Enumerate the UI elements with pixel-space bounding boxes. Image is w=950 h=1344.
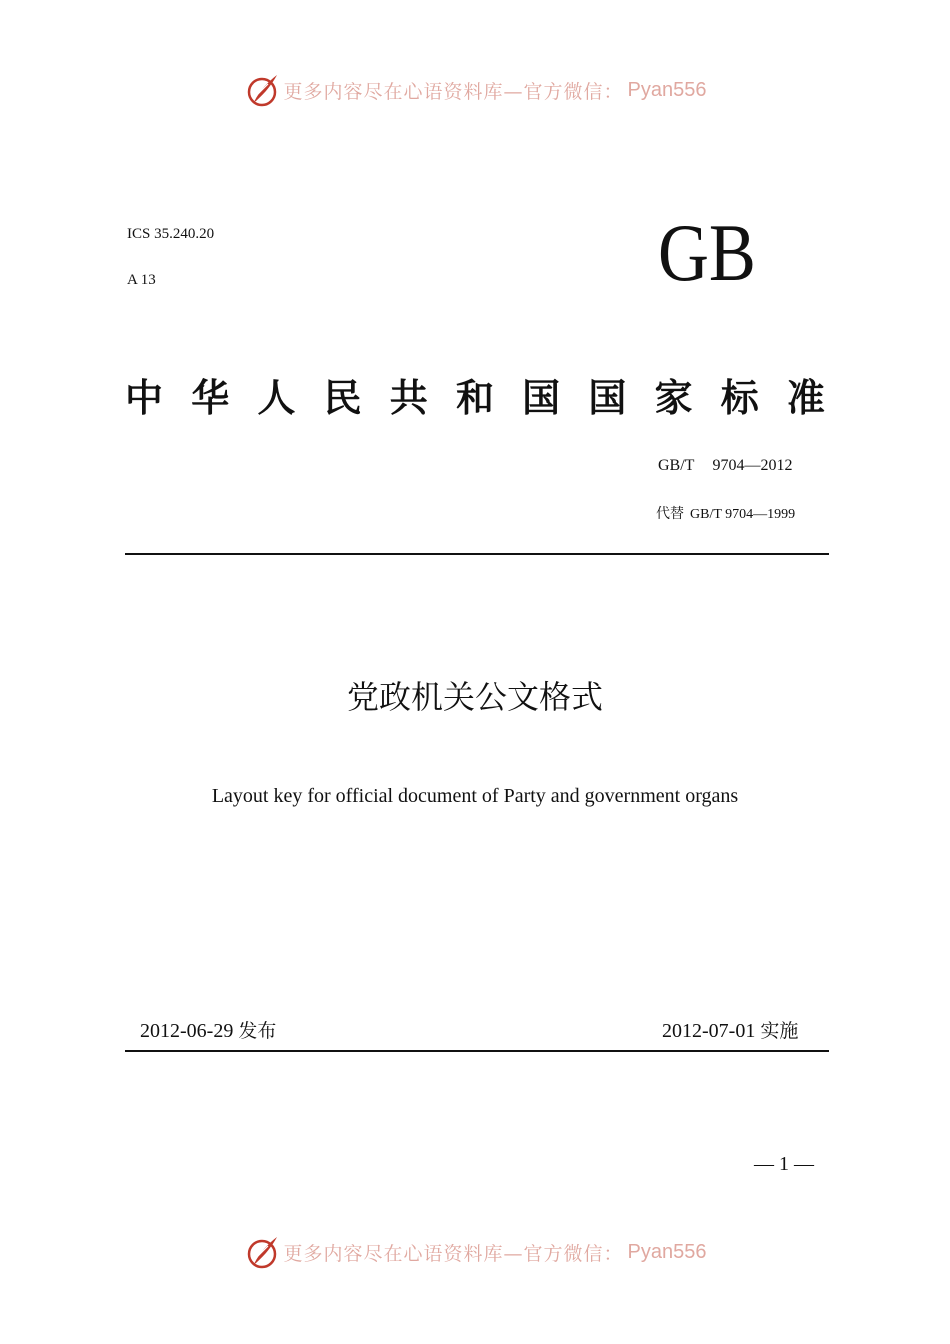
standard-prefix: GB/T (658, 457, 695, 474)
classification-code: A 13 (127, 272, 156, 288)
title-char: 共 (389, 376, 428, 420)
bottom-divider (125, 1050, 829, 1052)
title-char: 准 (786, 376, 825, 420)
replaces-label: 代替 (656, 506, 684, 522)
title-char: 民 (323, 376, 362, 420)
impl-date-value: 2012-07-01 (662, 1020, 756, 1042)
impl-label: 实施 (760, 1020, 799, 1042)
watermark-bottom (0, 1234, 950, 1270)
document-title: 党政机关公文格式 (346, 678, 603, 716)
issue-date-value: 2012-06-29 (140, 1020, 234, 1042)
title-char: 家 (654, 376, 693, 420)
standard-category-title (125, 378, 825, 420)
standard-number-value: 9704—2012 (712, 457, 793, 474)
standard-number (658, 457, 792, 475)
watermark-text: 更多内容尽在心语资料库—官方微信： (283, 80, 624, 103)
title-char: 国 (588, 376, 627, 420)
issue-date (140, 1016, 276, 1043)
watermark-text: 更多内容尽在心语资料库—官方微信： (283, 1242, 624, 1265)
replaces-line (656, 503, 795, 523)
gb-mark: GB (658, 207, 756, 298)
watermark-id: Pyan556 (627, 78, 707, 101)
top-divider (125, 553, 829, 555)
replaces-number: GB/T 9704—1999 (690, 507, 796, 522)
title-char: 华 (191, 376, 230, 420)
feather-logo-icon (244, 1234, 280, 1270)
feather-logo-icon (244, 72, 280, 108)
title-char: 中 (125, 376, 164, 420)
implementation-date (662, 1016, 798, 1043)
watermark-top (0, 72, 950, 108)
ics-code: ICS 35.240.20 (127, 226, 215, 242)
watermark-id: Pyan556 (627, 1240, 707, 1263)
english-title: Layout key for official document of Party and government organs (211, 785, 739, 807)
issue-label: 发布 (238, 1020, 277, 1042)
title-char: 国 (522, 376, 561, 420)
title-char: 和 (455, 376, 494, 420)
page-number: — 1 — (754, 1153, 814, 1175)
title-char: 人 (257, 376, 296, 420)
title-char: 标 (720, 376, 759, 420)
